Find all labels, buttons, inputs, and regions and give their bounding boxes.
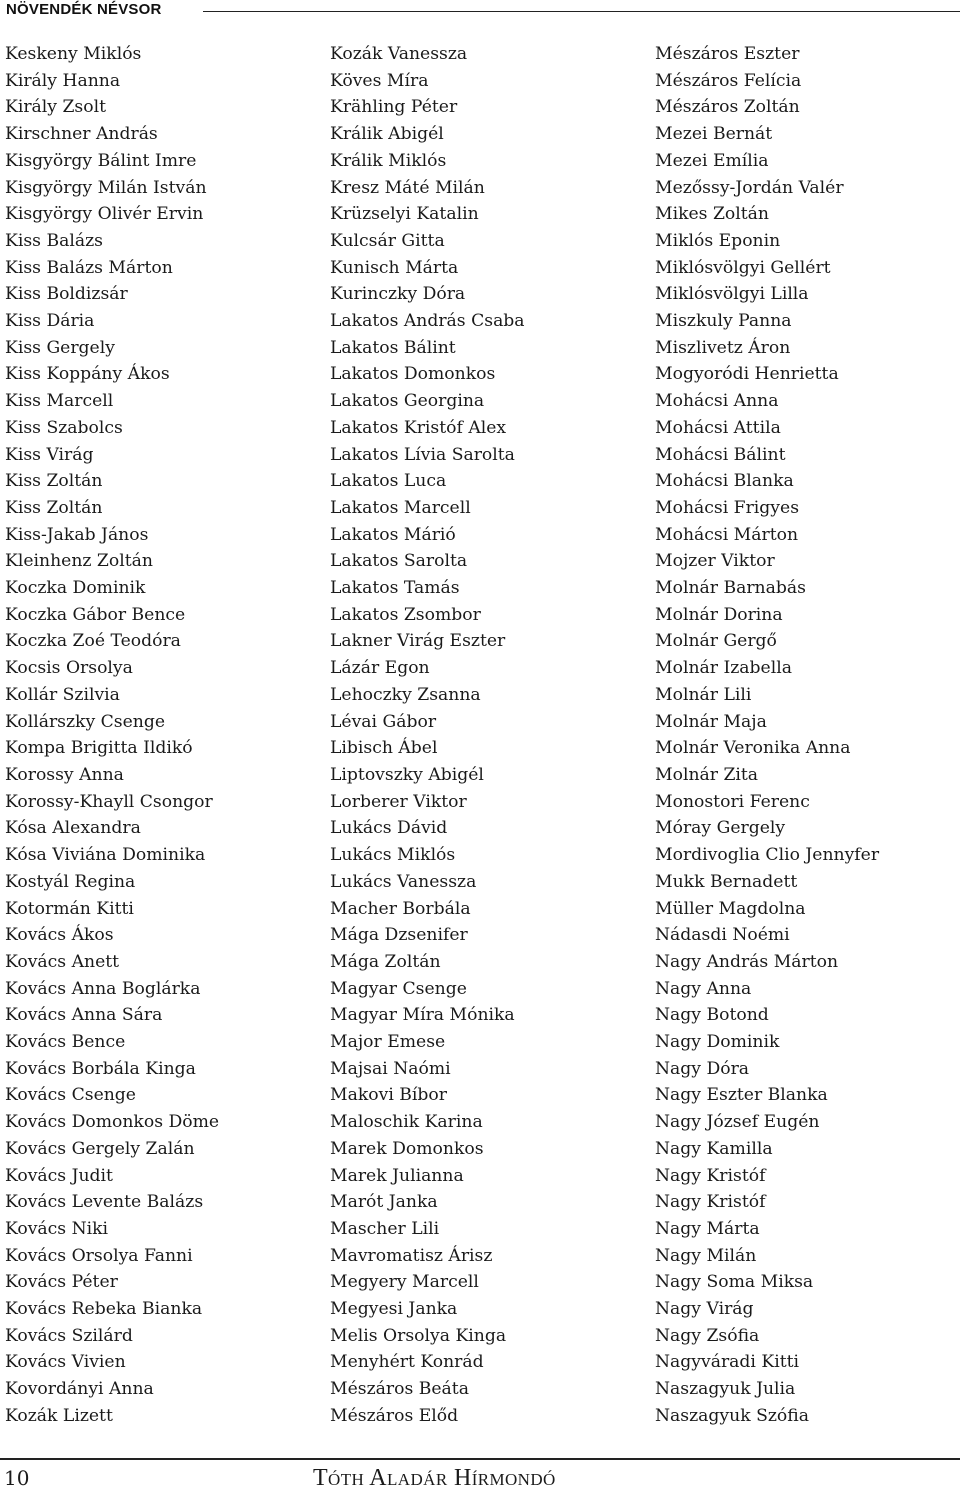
student-name: Lakatos Kristóf Alex: [330, 417, 507, 438]
student-name: Mavromatisz Árisz: [330, 1245, 493, 1266]
student-name: Kresz Máté Milán: [330, 177, 485, 198]
page-header: [6, 0, 960, 22]
student-name: Korossy Anna: [5, 764, 124, 785]
student-name: Macher Borbála: [330, 898, 471, 919]
student-name: Kollár Szilvia: [5, 684, 120, 705]
student-name: Megyery Marcell: [330, 1272, 479, 1293]
student-name: Nagy Kristóf: [655, 1192, 766, 1213]
student-name: Mohácsi Bálint: [655, 444, 786, 465]
student-name: Molnár Gergő: [655, 631, 777, 652]
student-name: Major Emese: [330, 1032, 446, 1053]
student-name: Kovács Niki: [5, 1218, 109, 1239]
name-list: [0, 41, 960, 1441]
student-name: Makovi Bíbor: [330, 1085, 447, 1106]
student-name: Kovács Vivien: [5, 1352, 126, 1373]
student-name: Kiss Gergely: [5, 337, 115, 358]
header-rule: [203, 11, 960, 12]
student-name: Mohácsi Márton: [655, 524, 799, 545]
student-name: Naszagyuk Szófia: [655, 1405, 809, 1426]
student-name: Kovordányi Anna: [5, 1379, 154, 1400]
student-name: Kozák Vanessza: [330, 44, 468, 64]
student-name: Mészáros Eszter: [655, 44, 800, 64]
student-name: Lakatos Sarolta: [330, 551, 468, 572]
student-name: Kovács Bence: [5, 1032, 126, 1053]
student-name: Mohácsi Blanka: [655, 471, 794, 492]
student-name: Kostyál Regina: [5, 871, 136, 892]
student-name: Krähling Péter: [330, 97, 458, 118]
student-name: Kiss Virág: [5, 444, 94, 465]
student-name: Miszlivetz Áron: [655, 337, 791, 358]
student-name: Mohácsi Attila: [655, 417, 781, 438]
student-name: Lakatos Bálint: [330, 337, 456, 358]
student-name: Mága Zoltán: [330, 951, 441, 972]
student-name: Králik Abigél: [330, 124, 444, 145]
student-name: Koczka Gábor Bence: [5, 604, 186, 625]
student-name: Kiss Koppány Ákos: [5, 364, 170, 385]
student-name: Kiss Boldizsár: [5, 284, 128, 305]
student-name: Molnár Veronika Anna: [655, 738, 851, 759]
student-name: Marek Julianna: [330, 1165, 464, 1186]
student-name: Molnár Lili: [655, 684, 752, 705]
student-name: Mikes Zoltán: [655, 204, 769, 225]
student-name: Nagy Anna: [655, 978, 752, 999]
student-name: Mogyoródi Henrietta: [655, 364, 839, 385]
name-column-1: [5, 41, 325, 1430]
student-name: Kovács Anna Sára: [5, 1005, 163, 1026]
name-column-3: [655, 41, 955, 1430]
student-name: Lévai Gábor: [330, 711, 437, 732]
student-name: Majsai Naómi: [330, 1058, 451, 1079]
student-name: Melis Orsolya Kinga: [330, 1325, 507, 1346]
student-name: Kovács Rebeka Bianka: [5, 1299, 203, 1320]
student-name: Koczka Zoé Teodóra: [5, 631, 181, 652]
student-name: Köves Míra: [330, 70, 429, 91]
student-name: Kunisch Márta: [330, 257, 459, 278]
student-name: Király Zsolt: [5, 97, 106, 118]
student-name: Nagy József Eugén: [655, 1112, 820, 1133]
student-name: Lakatos András Csaba: [330, 311, 525, 332]
student-name: Mészáros Beáta: [330, 1379, 469, 1400]
student-name: Mészáros Zoltán: [655, 97, 800, 118]
student-name: Nagy Márta: [655, 1218, 760, 1239]
student-name: Kovács Csenge: [5, 1085, 136, 1106]
student-name: Lakatos Lívia Sarolta: [330, 444, 515, 465]
student-name: Kovács Orsolya Fanni: [5, 1245, 193, 1266]
student-name: Kollárszky Csenge: [5, 711, 166, 732]
student-name: Nagy Zsófia: [655, 1325, 760, 1346]
student-name: Kiss Balázs: [5, 230, 103, 251]
student-name: Kocsis Orsolya: [5, 658, 133, 679]
student-name: Magyar Míra Mónika: [330, 1005, 515, 1026]
student-name: Kiss-Jakab János: [5, 524, 149, 545]
student-name: Kurinczky Dóra: [330, 284, 466, 305]
student-name: Mojzer Viktor: [655, 551, 775, 572]
student-name: Lorberer Viktor: [330, 791, 467, 812]
student-name: Kovács Gergely Zalán: [5, 1138, 195, 1159]
student-name: Molnár Izabella: [655, 658, 792, 679]
student-name: Nagy Eszter Blanka: [655, 1085, 828, 1106]
student-name: Miszkuly Panna: [655, 311, 792, 332]
student-name: Molnár Dorina: [655, 604, 783, 625]
student-name: Lázár Egon: [330, 658, 430, 679]
student-name: Lakner Virág Eszter: [330, 631, 506, 652]
student-name: Kiss Zoltán: [5, 497, 103, 518]
student-name: Kisgyörgy Bálint Imre: [5, 150, 197, 171]
student-name: Naszagyuk Julia: [655, 1379, 796, 1400]
student-name: Kiss Balázs Márton: [5, 257, 173, 278]
student-name: Kiss Marcell: [5, 391, 114, 412]
student-name: Keskeny Miklós: [5, 44, 142, 64]
student-name: Kiss Dária: [5, 311, 95, 332]
page-footer: [0, 1458, 960, 1490]
student-name: Mascher Lili: [330, 1218, 440, 1239]
student-name: Mordivoglia Clio Jennyfer: [655, 845, 880, 866]
student-name: Kulcsár Gitta: [330, 230, 445, 251]
student-name: Király Hanna: [5, 70, 121, 91]
student-name: Nagy Soma Miksa: [655, 1272, 814, 1293]
student-name: Liptovszky Abigél: [330, 764, 484, 785]
student-name: Kleinhenz Zoltán: [5, 551, 153, 572]
student-name: Kovács Anna Boglárka: [5, 978, 201, 999]
publication-title: Tóth Aladár Hírmondó: [313, 1465, 556, 1491]
student-name: Molnár Zita: [655, 764, 759, 785]
student-name: Nagyváradi Kitti: [655, 1352, 800, 1373]
student-name: Miklósvölgyi Gellért: [655, 257, 831, 278]
student-name: Lehoczky Zsanna: [330, 684, 481, 705]
student-name: Kiss Zoltán: [5, 471, 103, 492]
student-name: Kisgyörgy Milán István: [5, 177, 207, 198]
student-name: Koczka Dominik: [5, 578, 146, 599]
student-name: Monostori Ferenc: [655, 791, 810, 812]
student-name: Menyhért Konrád: [330, 1352, 484, 1373]
student-name: Marek Domonkos: [330, 1138, 484, 1159]
student-name: Mészáros Felícia: [655, 70, 802, 91]
student-name: Miklósvölgyi Lilla: [655, 284, 809, 305]
student-name: Marót Janka: [330, 1192, 438, 1213]
student-name: Kisgyörgy Olivér Ervin: [5, 204, 204, 225]
student-name: Nagy Kamilla: [655, 1138, 773, 1159]
student-name: Móray Gergely: [655, 818, 786, 839]
student-name: Lakatos Márió: [330, 524, 456, 545]
footer-rule: [0, 1458, 960, 1460]
student-name: Kompa Brigitta Ildikó: [5, 738, 193, 759]
student-name: Lakatos Marcell: [330, 497, 471, 518]
student-name: Maloschik Karina: [330, 1112, 483, 1133]
student-name: Mukk Bernadett: [655, 871, 798, 892]
student-name: Miklós Eponin: [655, 230, 781, 251]
student-name: Lakatos Georgina: [330, 391, 485, 412]
section-title: NÖVENDÉK NÉVSOR: [6, 1, 162, 18]
student-name: Nagy András Márton: [655, 951, 839, 972]
student-name: Nádasdi Noémi: [655, 925, 790, 946]
student-name: Kósa Viviána Dominika: [5, 845, 206, 866]
page-number: 10: [4, 1466, 30, 1490]
student-name: Megyesi Janka: [330, 1299, 458, 1320]
student-name: Libisch Ábel: [330, 738, 438, 759]
student-name: Nagy Virág: [655, 1299, 754, 1320]
student-name: Müller Magdolna: [655, 898, 806, 919]
student-name: Krüzselyi Katalin: [330, 204, 479, 225]
student-name: Lakatos Zsombor: [330, 604, 481, 625]
student-name: Lukács Vanessza: [330, 871, 477, 892]
student-name: Kovács Levente Balázs: [5, 1192, 204, 1213]
student-name: Mohácsi Anna: [655, 391, 779, 412]
student-name: Kovács Judit: [5, 1165, 113, 1186]
student-name: Molnár Maja: [655, 711, 767, 732]
student-name: Kirschner András: [5, 124, 158, 145]
student-name: Mezőssy-Jordán Valér: [655, 177, 844, 198]
student-name: Kovács Szilárd: [5, 1325, 133, 1346]
student-name: Nagy Milán: [655, 1245, 757, 1266]
student-name: Kotormán Kitti: [5, 898, 134, 919]
student-name: Lukács Miklós: [330, 845, 456, 866]
student-name: Nagy Botond: [655, 1005, 769, 1026]
student-name: Lukács Dávid: [330, 818, 448, 839]
student-name: Kozák Lizett: [5, 1405, 113, 1426]
student-name: Mészáros Előd: [330, 1405, 459, 1426]
student-name: Mága Dzsenifer: [330, 925, 468, 946]
student-name: Mezei Bernát: [655, 124, 773, 145]
student-name: Mezei Emília: [655, 150, 769, 171]
student-name: Kovács Ákos: [5, 925, 114, 946]
student-name: Kiss Szabolcs: [5, 417, 123, 438]
student-name: Kovács Borbála Kinga: [5, 1058, 196, 1079]
student-name: Králik Miklós: [330, 150, 447, 171]
student-name: Mohácsi Frigyes: [655, 497, 800, 518]
student-name: Lakatos Domonkos: [330, 364, 496, 385]
student-name: Nagy Kristóf: [655, 1165, 766, 1186]
student-name: Molnár Barnabás: [655, 578, 806, 599]
student-name: Kósa Alexandra: [5, 818, 141, 839]
student-name: Kovács Domonkos Döme: [5, 1112, 220, 1133]
student-name: Korossy-Khayll Csongor: [5, 791, 213, 812]
student-name: Lakatos Luca: [330, 471, 447, 492]
student-name: Nagy Dominik: [655, 1032, 780, 1053]
student-name: Kovács Anett: [5, 951, 120, 972]
name-column-2: [330, 41, 650, 1430]
student-name: Lakatos Tamás: [330, 578, 460, 599]
student-name: Kovács Péter: [5, 1272, 118, 1293]
student-name: Magyar Csenge: [330, 978, 467, 999]
student-name: Nagy Dóra: [655, 1058, 750, 1079]
